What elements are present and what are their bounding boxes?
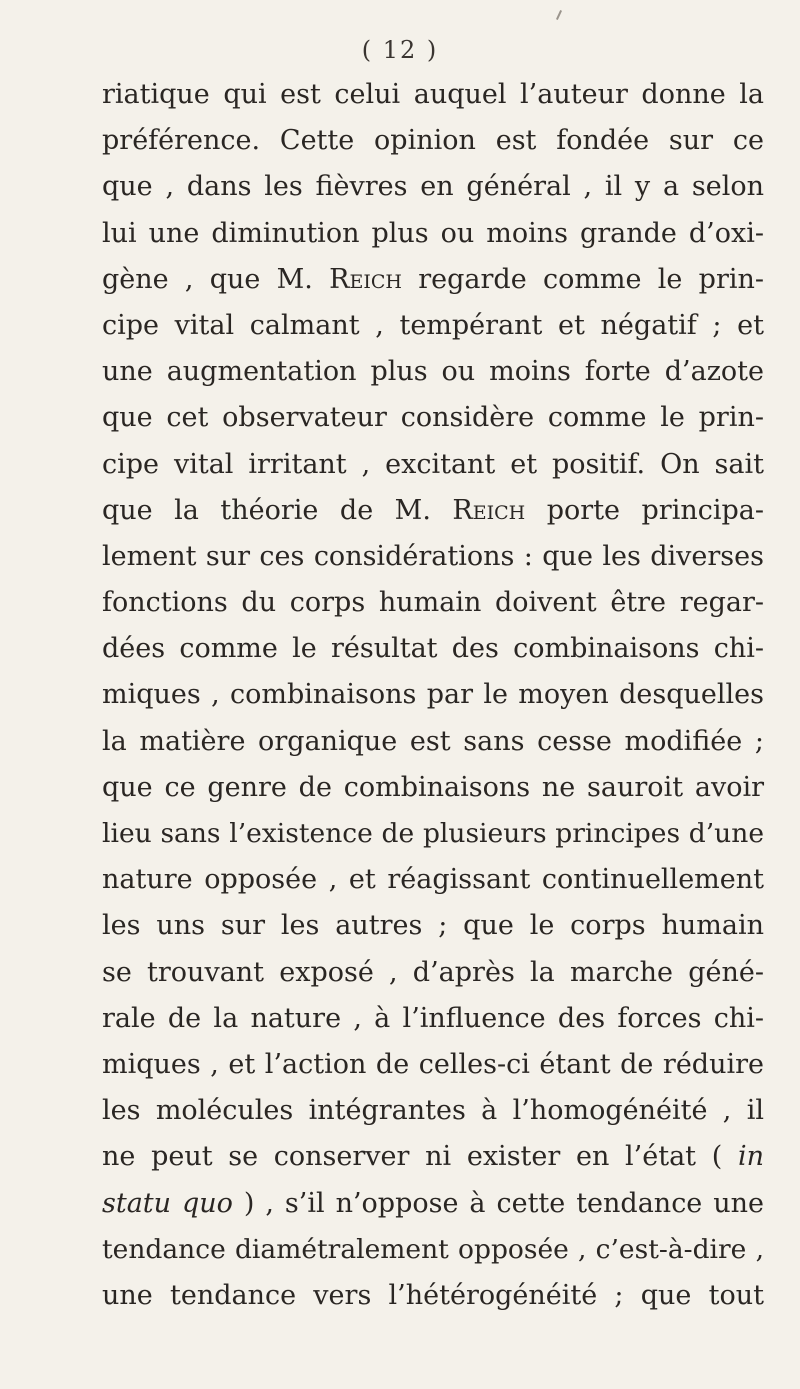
text-line: gène , que M. Reich regarde comme le prin- xyxy=(102,263,764,295)
text-line: tendance diamétralement opposée , c’est-à-dire , xyxy=(102,1233,764,1265)
text-line: lui une diminution plus ou moins grande d’oxi- xyxy=(102,217,764,249)
text-line: les molécules intégrantes à l’homogénéité , il xyxy=(102,1095,764,1127)
text-line: les uns sur les autres ; que le corps humain xyxy=(102,910,764,942)
text-line: que cet observateur considère comme le prin- xyxy=(102,402,764,434)
text-line: fonctions du corps humain doivent être regar- xyxy=(102,587,764,619)
text-line: nature opposée , et réagissant continuellement xyxy=(102,864,764,896)
text-line: préférence. Cette opinion est fondée sur ce xyxy=(102,125,764,157)
text-line: une tendance vers l’hétérogénéité ; que tout xyxy=(102,1279,764,1311)
text-line: que ce genre de combinaisons ne sauroit avoir xyxy=(102,771,764,803)
text-line: que , dans les fièvres en général , il y a selon xyxy=(102,171,764,203)
text-line: statu quo ) , s’il n’oppose à cette tendance une xyxy=(102,1187,765,1219)
text-line: la matière organique est sans cesse modifiée ; xyxy=(102,725,764,757)
page-number: ( 12 ) xyxy=(361,36,439,64)
text-line: riatique qui est celui auquel l’auteur donne la xyxy=(102,79,764,110)
text-line: que la théorie de M. Reich porte principa- xyxy=(102,494,765,526)
text-line: se trouvant exposé , d’après la marche géné- xyxy=(102,956,764,988)
text-line: miques , et l’action de celles-ci étant de réduire xyxy=(102,1048,764,1080)
text-line: rale de la nature , à l’influence des forces chi- xyxy=(102,1002,764,1034)
text-line: cipe vital calmant , tempérant et négatif ; et xyxy=(102,309,764,341)
ink-mark xyxy=(556,10,562,20)
text-line: ne peut se conserver ni exister en l’état ( in xyxy=(102,1141,764,1173)
body-text xyxy=(102,72,764,1319)
text-line: lement sur ces considérations : que les diverses xyxy=(102,540,764,572)
text-line: une augmentation plus ou moins forte d’azote xyxy=(102,356,764,388)
text-line: lieu sans l’existence de plusieurs principes d’une xyxy=(102,818,764,849)
text-line: cipe vital irritant , excitant et positif. On sait xyxy=(102,448,764,480)
text-line: dées comme le résultat des combinaisons chi- xyxy=(102,633,764,665)
text-line: miques , combinaisons par le moyen desquelles xyxy=(102,679,764,711)
